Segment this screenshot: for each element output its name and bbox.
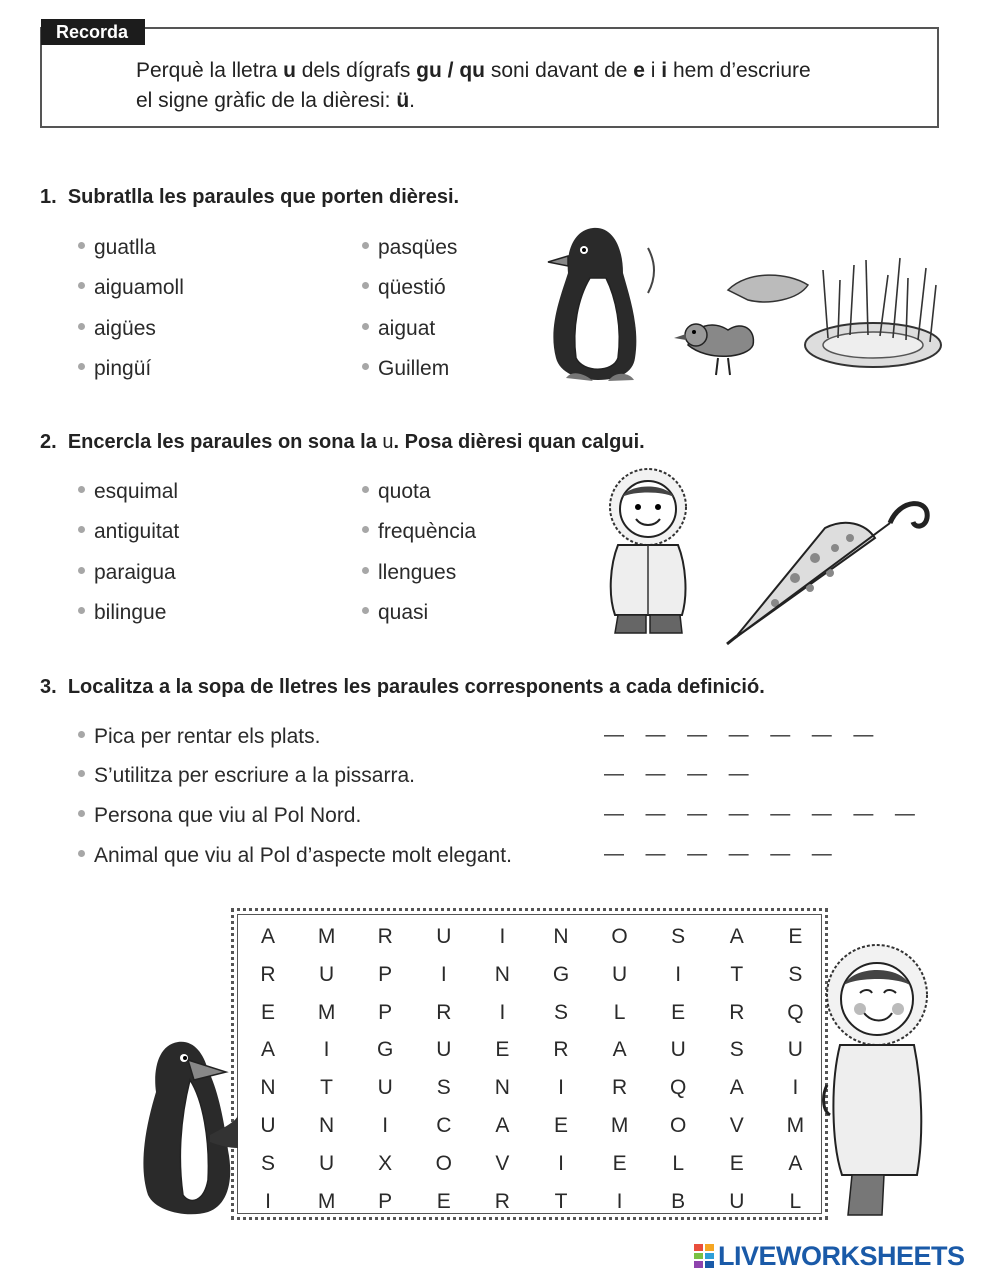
grid-cell[interactable]: C: [436, 1114, 452, 1137]
grid-cell[interactable]: S: [260, 1151, 275, 1175]
word-label: quota: [378, 480, 431, 503]
word-label: aiguamoll: [94, 276, 184, 299]
umbrella-illustration: [715, 488, 940, 648]
word-label: paraigua: [94, 561, 176, 584]
recorda-tag: Recorda: [41, 19, 145, 45]
bullet-icon: [78, 567, 85, 574]
grid-cell[interactable]: B: [671, 1189, 686, 1213]
grid-cell[interactable]: V: [495, 1151, 510, 1175]
grid-cell[interactable]: M: [317, 1000, 336, 1024]
word-item[interactable]: [78, 601, 166, 625]
logo-mark-icon: [694, 1244, 714, 1268]
grid-cell[interactable]: O: [670, 1114, 687, 1137]
question-2-title: [40, 431, 645, 454]
text-part: el signe gràfic de la dièresi:: [136, 89, 397, 112]
grid-cell[interactable]: N: [553, 925, 569, 948]
grid-cell[interactable]: V: [729, 1114, 744, 1137]
penguin-illustration: [538, 218, 663, 388]
grid-cell[interactable]: A: [260, 925, 275, 948]
grid-cell[interactable]: A: [788, 1151, 803, 1175]
word-item[interactable]: [78, 317, 156, 341]
grid-cell[interactable]: E: [612, 1151, 627, 1175]
word-search-grid: [231, 908, 828, 1220]
word-item[interactable]: [78, 480, 178, 504]
grid-cell[interactable]: R: [612, 1076, 628, 1100]
grid-cell[interactable]: S: [788, 962, 803, 986]
logo-square: [705, 1244, 714, 1251]
word-item[interactable]: [362, 561, 456, 585]
logo-text: LIVEWORKSHEETS: [718, 1240, 965, 1271]
grid-cell[interactable]: R: [260, 962, 276, 986]
text-part: Perquè la lletra: [136, 59, 284, 82]
recorda-line-2: [136, 86, 926, 116]
definition-item: [78, 725, 320, 749]
grid-cell[interactable]: A: [612, 1038, 627, 1062]
bullet-icon: [78, 731, 85, 738]
word-item[interactable]: [362, 276, 446, 300]
word-item[interactable]: [362, 357, 449, 381]
logo-square: [705, 1261, 714, 1268]
grid-cell[interactable]: R: [553, 1038, 569, 1062]
bullet-icon: [78, 850, 85, 857]
grid-cell[interactable]: S: [729, 1038, 744, 1062]
logo-square: [694, 1244, 703, 1251]
text-part: dels dígrafs: [295, 59, 417, 82]
eskimo-right-illustration: [822, 935, 932, 1220]
grid-cell[interactable]: U: [436, 1038, 452, 1062]
grid-cell[interactable]: O: [435, 1151, 452, 1175]
bullet-icon: [362, 607, 369, 614]
question-text: Subratlla les paraules que porten dièresi.: [67, 186, 460, 208]
grid-cell[interactable]: I: [675, 962, 682, 986]
grid-cell[interactable]: A: [260, 1038, 275, 1062]
question-number: 2.: [40, 431, 57, 453]
grid-cell[interactable]: I: [616, 1189, 623, 1213]
word-label: frequència: [378, 520, 477, 543]
grid-cell[interactable]: E: [671, 1000, 686, 1024]
grid-cell[interactable]: N: [494, 962, 510, 986]
grid-cell[interactable]: I: [792, 1076, 799, 1100]
grid-cell[interactable]: U: [319, 962, 335, 986]
word-item[interactable]: [362, 520, 476, 544]
grid-cell[interactable]: I: [499, 1000, 506, 1024]
definition-item: [78, 804, 361, 828]
grid-cell[interactable]: R: [377, 925, 393, 948]
word-item[interactable]: [78, 357, 151, 381]
grid-cell[interactable]: N: [260, 1076, 276, 1100]
word-label: aigües: [94, 317, 156, 340]
grid-cell[interactable]: T: [554, 1189, 568, 1213]
grid-cell[interactable]: I: [440, 962, 447, 986]
word-label: pingüí: [94, 357, 152, 380]
eskimo-child-illustration: [590, 465, 705, 640]
grid-cell[interactable]: R: [436, 1000, 452, 1024]
grid-cell[interactable]: U: [319, 1151, 335, 1175]
grid-cell[interactable]: S: [553, 1000, 568, 1024]
grid-cell[interactable]: G: [377, 1038, 394, 1062]
word-item[interactable]: [78, 520, 179, 544]
question-3-title: [40, 676, 765, 699]
bullet-icon: [362, 323, 369, 330]
word-label: aiguat: [378, 317, 436, 340]
definition-item: [78, 764, 415, 788]
bullet-icon: [78, 770, 85, 777]
bullet-icon: [362, 526, 369, 533]
bullet-icon: [78, 363, 85, 370]
grid-cell[interactable]: I: [558, 1151, 564, 1175]
grid-cell[interactable]: G: [552, 962, 570, 986]
text-bold: e: [633, 59, 645, 82]
definition-text: S’utilitza per escriure a la pissarra.: [94, 764, 415, 787]
text-part: i: [644, 59, 662, 82]
grid-cell[interactable]: R: [729, 1000, 745, 1024]
recorda-text: [136, 56, 926, 116]
definition-text: Pica per rentar els plats.: [94, 725, 321, 748]
grid-cell[interactable]: E: [553, 1114, 568, 1137]
grid-cell[interactable]: U: [612, 962, 628, 986]
bullet-icon: [78, 242, 85, 249]
grid-cell[interactable]: U: [787, 1038, 803, 1062]
bullet-icon: [362, 486, 369, 493]
grid-cell[interactable]: A: [729, 1076, 744, 1100]
grid-cell[interactable]: Q: [787, 1000, 804, 1024]
logo-square: [705, 1253, 714, 1260]
grid-cell[interactable]: I: [558, 1076, 564, 1100]
bullet-icon: [362, 242, 369, 249]
word-item[interactable]: [78, 561, 176, 585]
penguin-left-illustration: [128, 1030, 238, 1225]
question-1-title: [40, 186, 459, 209]
grid-cell[interactable]: T: [320, 1076, 333, 1100]
grid-cell[interactable]: M: [317, 1189, 336, 1213]
bullet-icon: [78, 486, 85, 493]
text-bold: u: [283, 59, 296, 82]
grid-cell[interactable]: N: [319, 1114, 335, 1137]
word-label: quasi: [378, 601, 429, 624]
word-item[interactable]: [362, 480, 431, 504]
text-bold: /: [441, 59, 460, 82]
grid-cell[interactable]: P: [378, 962, 393, 986]
definition-text: Animal que viu al Pol d’aspecte molt elegant.: [94, 844, 512, 867]
grid-cell[interactable]: E: [788, 925, 803, 948]
answer-blanks[interactable]: — — — — — — — —: [604, 803, 923, 825]
bullet-icon: [362, 363, 369, 370]
word-label: bilingue: [94, 601, 167, 624]
grid-cell[interactable]: E: [495, 1038, 510, 1062]
text-bold: gu: [416, 59, 442, 82]
bullet-icon: [78, 323, 85, 330]
grid-cell[interactable]: Q: [670, 1076, 687, 1100]
grid-cell[interactable]: A: [729, 925, 744, 948]
logo-square: [694, 1253, 703, 1260]
word-label: qüestió: [378, 276, 446, 299]
recorda-line-1: [136, 56, 926, 86]
grid-cell[interactable]: P: [378, 1189, 393, 1213]
grid-cell[interactable]: U: [729, 1189, 745, 1213]
grid-cell[interactable]: X: [378, 1151, 393, 1175]
grid-cell[interactable]: U: [436, 925, 452, 948]
bullet-icon: [78, 526, 85, 533]
word-item[interactable]: [362, 317, 435, 341]
logo-square: [694, 1261, 703, 1268]
grid-cell[interactable]: R: [494, 1189, 510, 1213]
pond-bird-illustration: [668, 250, 943, 390]
grid-cell[interactable]: E: [436, 1189, 451, 1213]
grid-cell[interactable]: E: [260, 1000, 275, 1024]
question-text-u: u: [382, 431, 394, 453]
grid-cell[interactable]: S: [436, 1076, 451, 1100]
grid-cell[interactable]: A: [495, 1114, 510, 1137]
grid-cell[interactable]: I: [382, 1114, 389, 1137]
bullet-icon: [78, 282, 85, 289]
word-label: guatlla: [94, 236, 156, 259]
text-part: .: [409, 89, 415, 112]
grid-cell[interactable]: M: [317, 925, 336, 948]
definition-text: Persona que viu al Pol Nord.: [94, 804, 362, 827]
text-bold: i: [661, 59, 668, 82]
grid-cell[interactable]: T: [730, 962, 744, 986]
grid-cell[interactable]: N: [494, 1076, 510, 1100]
text-bold: qu: [459, 59, 485, 82]
text-part: soni davant de: [484, 59, 634, 82]
answer-blanks[interactable]: — — — — — — —: [604, 724, 882, 746]
bullet-icon: [362, 567, 369, 574]
bullet-icon: [362, 282, 369, 289]
grid-cell[interactable]: P: [378, 1000, 393, 1024]
question-number: 3.: [40, 676, 57, 698]
word-item[interactable]: [78, 236, 156, 260]
grid-cell[interactable]: L: [613, 1000, 626, 1024]
word-item[interactable]: [78, 276, 184, 300]
grid-cell[interactable]: U: [260, 1114, 276, 1137]
question-number: 1.: [40, 186, 57, 208]
grid-cell[interactable]: U: [377, 1076, 393, 1100]
grid-cell[interactable]: S: [671, 925, 686, 948]
word-label: llengues: [378, 561, 457, 584]
grid-cell[interactable]: M: [610, 1114, 629, 1137]
question-text: Encercla les paraules on sona la: [67, 431, 383, 453]
liveworksheets-logo: [694, 1239, 965, 1273]
grid-cell[interactable]: M: [786, 1114, 805, 1137]
grid-cell[interactable]: I: [323, 1038, 330, 1062]
question-text: Localitza a la sopa de lletres les paraules corresponents a cada definició.: [67, 676, 765, 698]
word-label: antiguitat: [94, 520, 180, 543]
grid-cell[interactable]: E: [729, 1151, 744, 1175]
grid-cell[interactable]: U: [670, 1038, 686, 1062]
grid-cell[interactable]: L: [789, 1189, 802, 1213]
bullet-icon: [78, 607, 85, 614]
word-item[interactable]: [362, 236, 457, 260]
answer-blanks[interactable]: — — — — — —: [604, 843, 840, 865]
word-label: pasqües: [378, 236, 458, 259]
grid-cell[interactable]: O: [611, 925, 628, 948]
text-bold: ü: [396, 89, 410, 112]
grid-cell[interactable]: L: [672, 1151, 685, 1175]
word-label: Guillem: [378, 357, 450, 380]
answer-blanks[interactable]: — — — —: [604, 763, 757, 785]
bullet-icon: [78, 810, 85, 817]
word-item[interactable]: [362, 601, 428, 625]
text-part: hem d’escriure: [667, 59, 811, 82]
word-label: esquimal: [94, 480, 179, 503]
definition-item: [78, 844, 512, 868]
grid-cell[interactable]: I: [499, 925, 506, 948]
grid-cell[interactable]: I: [265, 1189, 271, 1213]
question-text: . Posa dièresi quan calgui.: [393, 431, 645, 453]
